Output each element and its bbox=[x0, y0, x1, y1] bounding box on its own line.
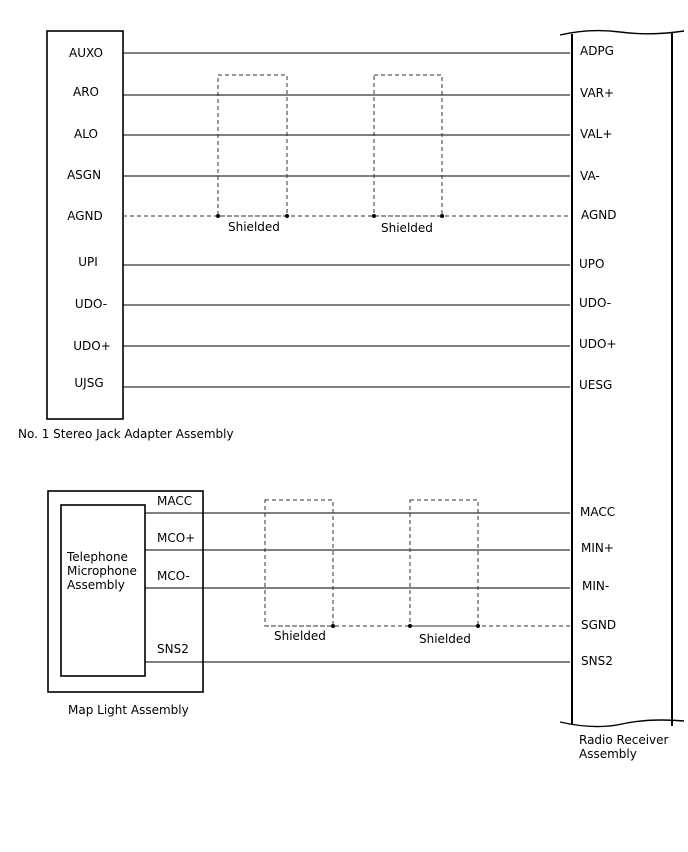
stereo-jack-pin-agnd: AGND bbox=[67, 209, 103, 223]
shield-label: Shielded bbox=[419, 632, 471, 646]
stereo-jack-pin-udo-minus: UDO- bbox=[74, 297, 108, 311]
shield-outline-mco-plus bbox=[265, 500, 333, 626]
radio-pin-udo-plus: UDO+ bbox=[579, 337, 617, 351]
stereo-jack-title: No. 1 Stereo Jack Adapter Assembly bbox=[18, 427, 234, 441]
radio-receiver-bottom-break bbox=[560, 720, 684, 727]
radio-receiver-top-break bbox=[560, 31, 684, 35]
radio-pin-min-minus: MIN- bbox=[582, 579, 610, 593]
radio-pin-udo-minus: UDO- bbox=[579, 296, 612, 310]
radio-pin-min-plus: MIN+ bbox=[581, 541, 614, 555]
stereo-jack-pin-alo: ALO bbox=[74, 127, 98, 141]
map-light-pin-sns2: SNS2 bbox=[157, 642, 189, 656]
map-light-pin-macc: MACC bbox=[157, 494, 193, 508]
shield-outline-mco-minus bbox=[410, 500, 478, 626]
microphone-title-line3: Assembly bbox=[67, 578, 125, 592]
stereo-jack-pin-udo-plus: UDO+ bbox=[73, 339, 111, 353]
radio-pin-agnd: AGND bbox=[581, 208, 617, 222]
radio-receiver-title-line2: Assembly bbox=[579, 747, 637, 761]
shield-outline-aro bbox=[218, 75, 287, 216]
shield-label: Shielded bbox=[228, 220, 280, 234]
stereo-jack-pin-upi: UPI bbox=[78, 255, 98, 269]
microphone-title-line1: Telephone bbox=[67, 550, 128, 564]
shield-junction-dot bbox=[216, 214, 220, 218]
map-light-title: Map Light Assembly bbox=[68, 703, 189, 717]
radio-pin-sgnd: SGND bbox=[581, 618, 617, 632]
shield-label: Shielded bbox=[381, 221, 433, 235]
radio-pin-var-plus: VAR+ bbox=[580, 86, 615, 100]
radio-receiver-title-line1: Radio Receiver bbox=[579, 733, 669, 747]
radio-pin-macc: MACC bbox=[580, 505, 616, 519]
stereo-jack-pin-aro: ARO bbox=[73, 85, 99, 99]
radio-pin-va-minus: VA- bbox=[580, 169, 600, 183]
radio-pin-val-plus: VAL+ bbox=[580, 127, 613, 141]
microphone-title-line2: Microphone bbox=[67, 564, 137, 578]
shield-junction-dot bbox=[476, 624, 480, 628]
stereo-jack-pin-auxo: AUXO bbox=[69, 46, 103, 60]
shield-junction-dot bbox=[440, 214, 444, 218]
radio-pin-upo: UPO bbox=[579, 257, 605, 271]
shield-junction-dot bbox=[372, 214, 376, 218]
shield-outline-alo bbox=[374, 75, 442, 216]
map-light-pin-mco-minus: MCO- bbox=[157, 569, 190, 583]
shield-junction-dot bbox=[331, 624, 335, 628]
map-light-pin-mco-plus: MCO+ bbox=[157, 531, 196, 545]
shield-label: Shielded bbox=[274, 629, 326, 643]
stereo-jack-pin-ujsg: UJSG bbox=[74, 376, 104, 390]
shield-junction-dot bbox=[408, 624, 412, 628]
stereo-jack-pin-asgn: ASGN bbox=[66, 168, 102, 182]
radio-pin-sns2: SNS2 bbox=[581, 654, 613, 668]
radio-pin-adpg: ADPG bbox=[580, 44, 614, 58]
radio-pin-uesg: UESG bbox=[579, 378, 613, 392]
shield-junction-dot bbox=[285, 214, 289, 218]
